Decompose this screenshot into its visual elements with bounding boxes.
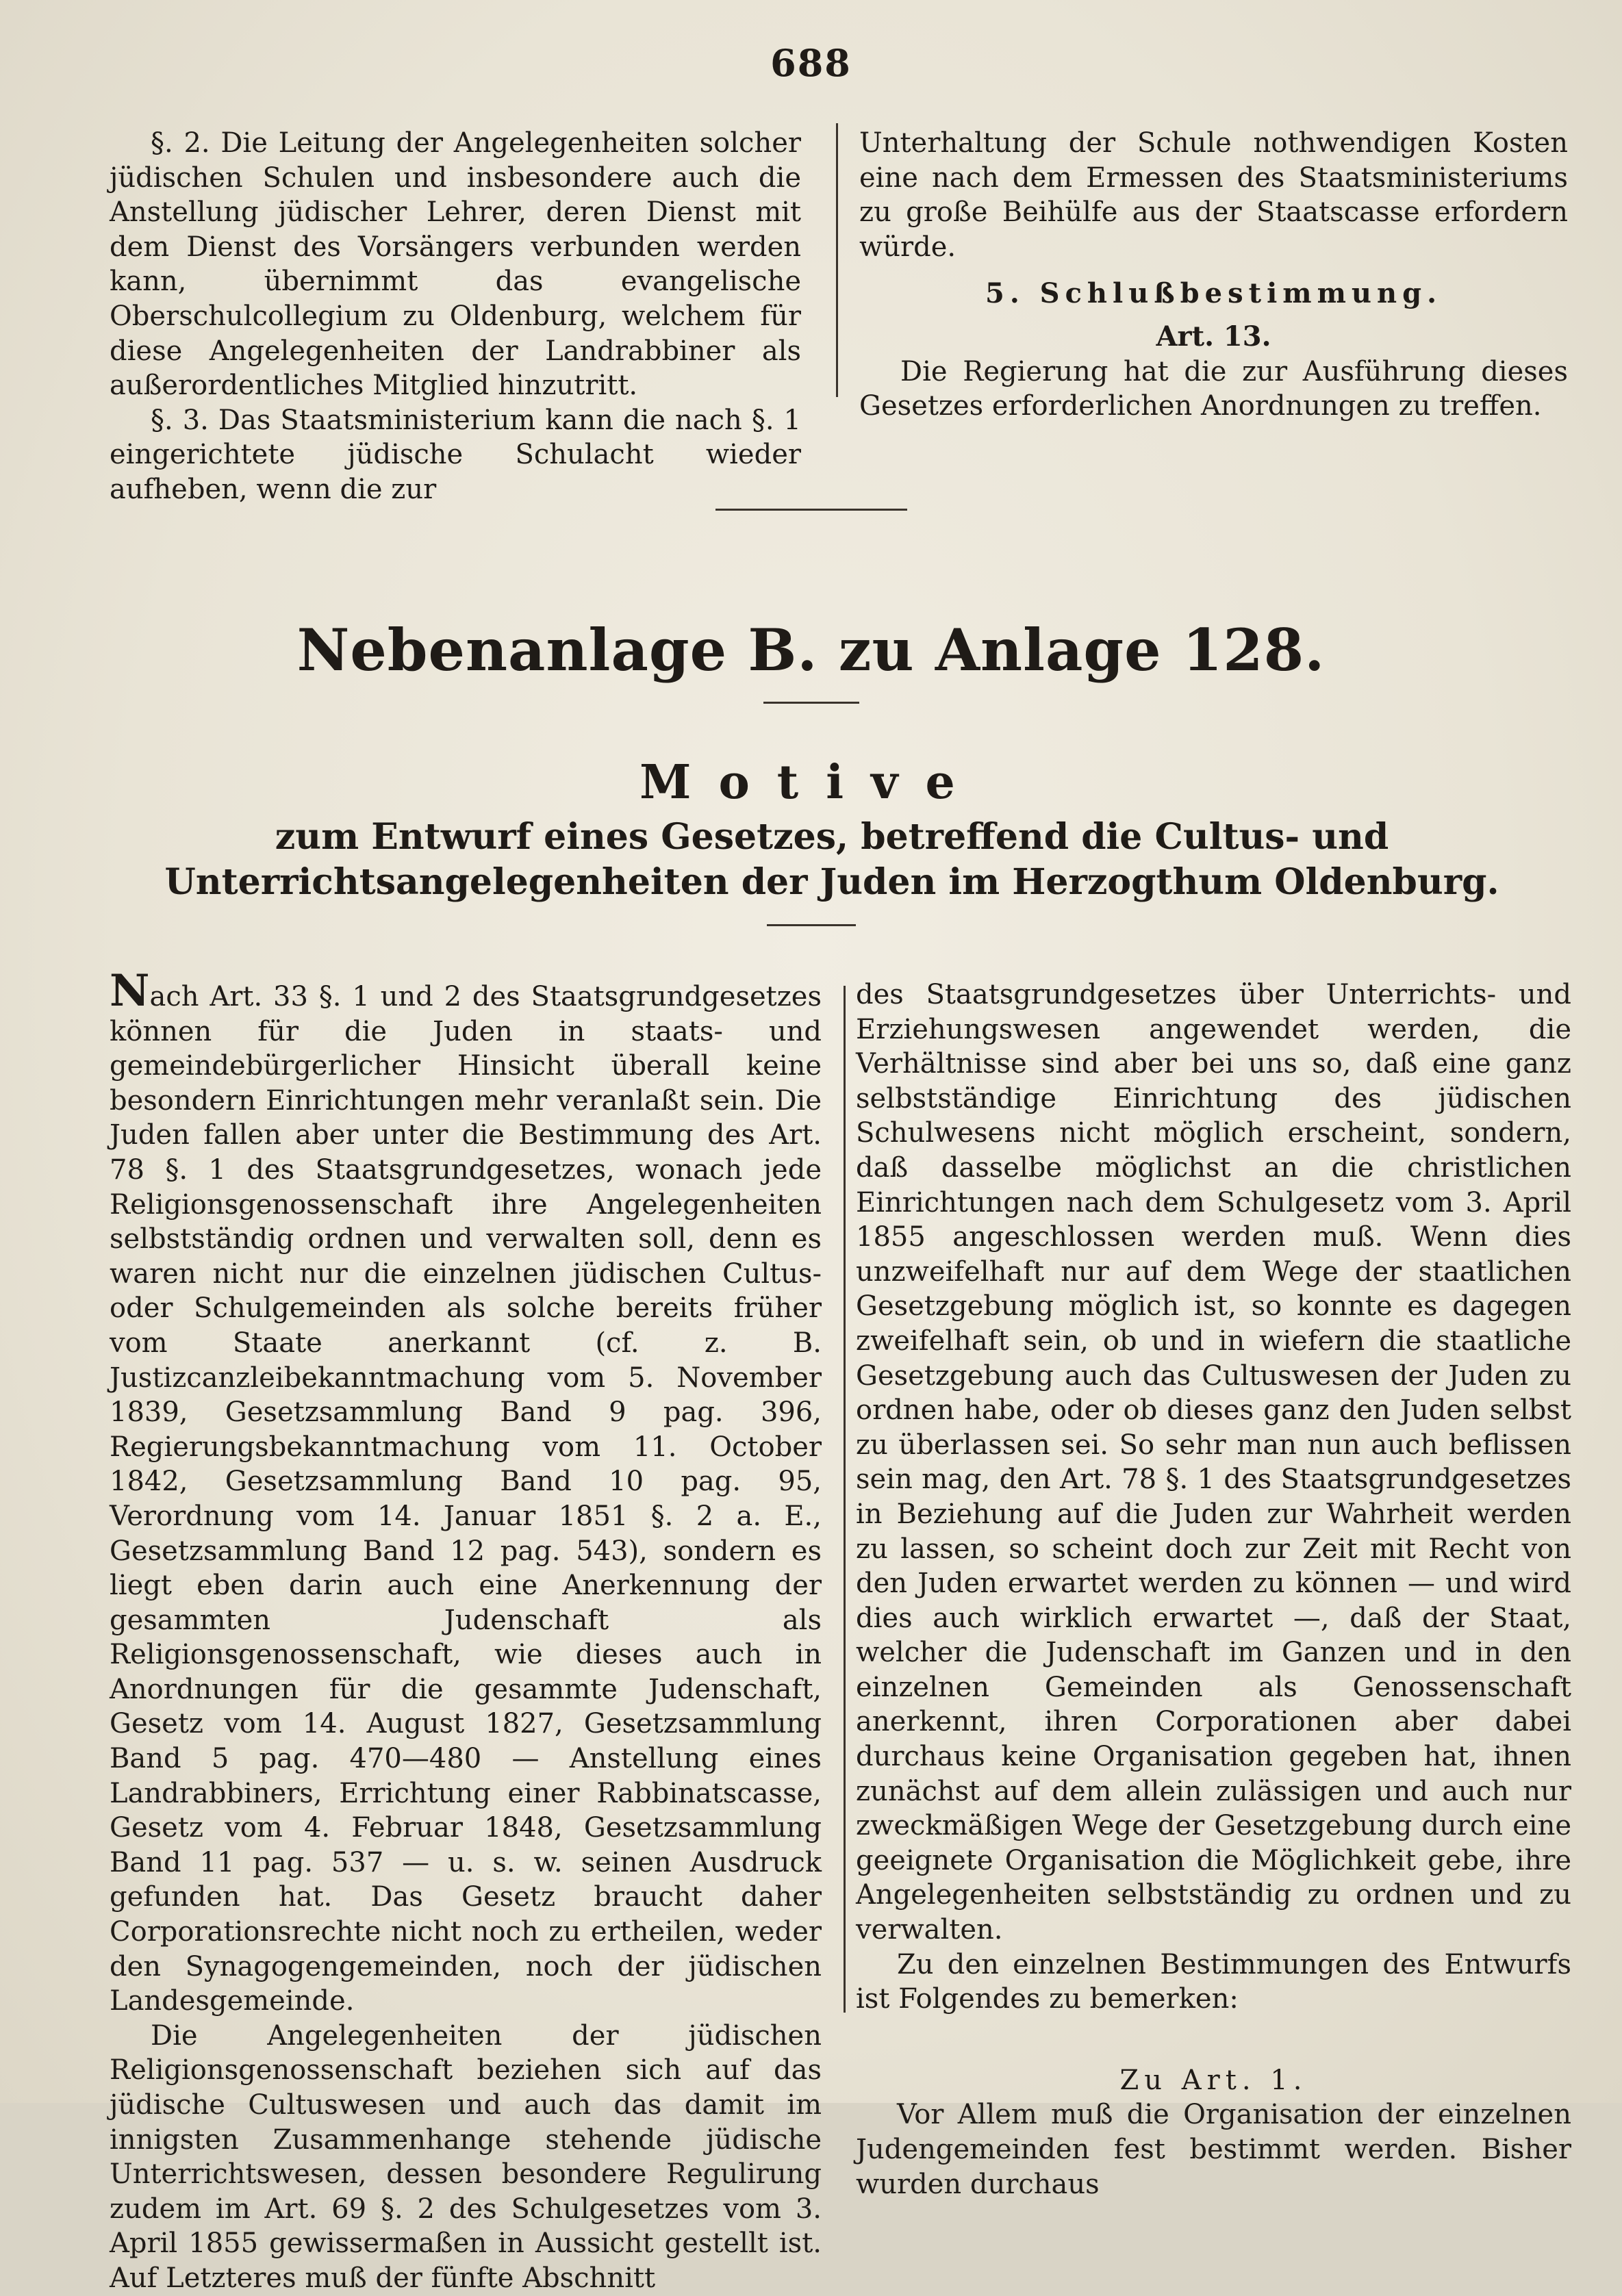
top-right-column bbox=[859, 126, 1568, 424]
left-paragraph-2: Die Angelegenheiten der jüdischen Religionsgenossenschaft beziehen sich auf das jüdische Cultuswesen und auch das damit im innigsten Zusammenhange stehende jüdische Unterrichtswesen, dessen besondere Regulirung zudem im Art. 69 §. 2 des Schulgesetzes vom 3. April 1855 gewissermaßen in Aussicht gestellt ist. Auf Letzteres muß der fünfte Abschnitt bbox=[110, 2019, 822, 2294]
right-paragraph-3: Vor Allem muß die Organisation der einzelnen Judengemeinden fest bestimmt werden. Bisher wurden durchaus bbox=[856, 2099, 1571, 2200]
page-number: 688 bbox=[770, 41, 852, 85]
right-body-column bbox=[856, 978, 1571, 2202]
top-left-paragraph-2: §. 3. Das Staatsministerium kann die nach §. 1 eingerichtete jüdische Schulacht wieder aufheben, wenn die zur bbox=[110, 404, 801, 505]
top-left-column bbox=[110, 126, 801, 507]
right-paragraph-2: Zu den einzelnen Bestimmungen des Entwurfs ist Folgendes zu bemerken: bbox=[856, 1948, 1571, 2015]
subtitle: zum Entwurf eines Gesetzes, betreffend die Cultus- und Unterrichtsangelegenheiten der Juden im Herzogthum Oldenburg. bbox=[164, 816, 1499, 903]
top-left-paragraph-1: §. 2. Die Leitung der Angelegenheiten solcher jüdischen Schulen und insbesondere auch die Anstellung jüdischer Lehrer, deren Dienst mit dem Dienst des Vorsängers verbunden werden kann, übernimmt das evangelische Oberschulcollegium zu Oldenburg, welchem für diese Angelegenheiten der Landrabbiner als außerordentliches Mitglied hinzutritt. bbox=[110, 127, 801, 402]
subtitle-underline bbox=[767, 924, 856, 926]
document-heading: Nebenanlage B. zu Anlage 128. bbox=[296, 616, 1326, 684]
top-column-divider bbox=[836, 123, 838, 397]
right-paragraph-1: des Staatsgrundgesetzes über Unterrichts- und Erziehungswesen angewendet werden, die Verhältnisse sind aber bei uns so, daß eine ganz selbstständige Einrichtung des jüdischen Schulwesens nicht möglich erscheint, sondern, daß dasselbe möglichst an die christlichen Einrichtungen nach dem Schulgesetz vom 3. April 1855 angeschlossen werden muß. Wenn dies unzweifelhaft nur auf dem Wege der staatlichen Gesetzgebung möglich ist, so konnte es dagegen zweifelhaft sein, ob und in wiefern die staatliche Gesetzgebung auch das Cultuswesen der Juden zu ordnen habe, oder ob dieses ganz den Juden selbst zu überlassen sei. So sehr man nun auch beflissen sein mag, den Art. 78 §. 1 des Staatsgrundgesetzes in Beziehung auf die Juden zur Wahrheit werden zu lassen, so scheint doch zur Zeit mit Recht von den Juden erwartet werden zu können — und wird dies auch wirklich erwartet —, daß der Staat, welcher die Judenschaft im Ganzen und in den einzelnen Gemeinden als Genossenschaft anerkennt, ihren Corporationen aber dabei durchaus keine Organisation gegeben hat, ihnen zunächst auf dem allein zulässigen und auch nur zweckmäßigen Wege der Gesetzgebung durch eine geeignete Organisation die Möglichkeit gebe, ihre Angelegenheiten selbstständig zu ordnen und zu verwalten. bbox=[856, 979, 1571, 1946]
top-right-paragraph-2: Die Regierung hat die zur Ausführung dieses Gesetzes erforderlichen Anordnungen zu treffen. bbox=[859, 355, 1568, 422]
separator-rule bbox=[715, 509, 907, 511]
heading-underline bbox=[763, 702, 859, 704]
zu-art-heading: Zu Art. 1. bbox=[1119, 2064, 1308, 2096]
left-paragraph-1-text: ach Art. 33 §. 1 und 2 des Staatsgrundgesetzes können für die Juden in staats- und gemeindebürgerlicher Hinsicht überall keine besondern Einrichtungen mehr veranlaßt sein. Die Juden fallen aber unter die Bestimmung des Art. 78 §. 1 des Staatsgrundgesetzes, wonach jede Religionsgenossenschaft ihre Angelegenheiten selbstständig ordnen und verwalten soll, denn es waren nicht nur die einzelnen jüdischen Cultus- oder Schulgemeinden als solche bereits früher vom Staate anerkannt (cf. z. B. Justizcanzleibekanntmachung vom 5. November 1839, Gesetzsammlung Band 9 pag. 396, Regierungsbekanntmachung vom 11. October 1842, Gesetzsammlung Band 10 pag. 95, Verordnung vom 14. Januar 1851 §. 2 a. E., Gesetzsammlung Band 12 pag. 543), sondern es liegt eben darin auch eine Anerkennung der gesammten Judenschaft als Religionsgenossenschaft, wie dieses auch in Anordnungen für die gesammte Judenschaft, Gesetz vom 14. August 1827, Gesetzsammlung Band 5 pag. 470—480 — Anstellung eines Landrabbiners, Errichtung einer Rabbinatscasse, Gesetz vom 4. Februar 1848, Gesetzsammlung Band 11 pag. 537 — u. s. w. seinen Ausdruck gefunden hat. Das Gesetz braucht daher Corporationsrechte nicht noch zu ertheilen, weder den Synagogengemeinden, noch der jüdischen Landesgemeinde. bbox=[110, 981, 822, 2017]
motive-title: Motive bbox=[639, 755, 983, 810]
article-heading: Art. 13. bbox=[1156, 320, 1271, 353]
left-paragraph-1 bbox=[110, 965, 822, 2019]
left-body-column bbox=[110, 965, 822, 2296]
section-heading: 5. Schlußbestimmung. bbox=[985, 277, 1442, 310]
drop-cap: N bbox=[110, 965, 150, 1017]
top-right-paragraph-1: Unterhaltung der Schule nothwendigen Kosten eine nach dem Ermessen des Staatsministeriums zu große Beihülfe aus der Staatscasse erfordern würde. bbox=[859, 127, 1568, 263]
body-column-divider bbox=[844, 986, 846, 2013]
